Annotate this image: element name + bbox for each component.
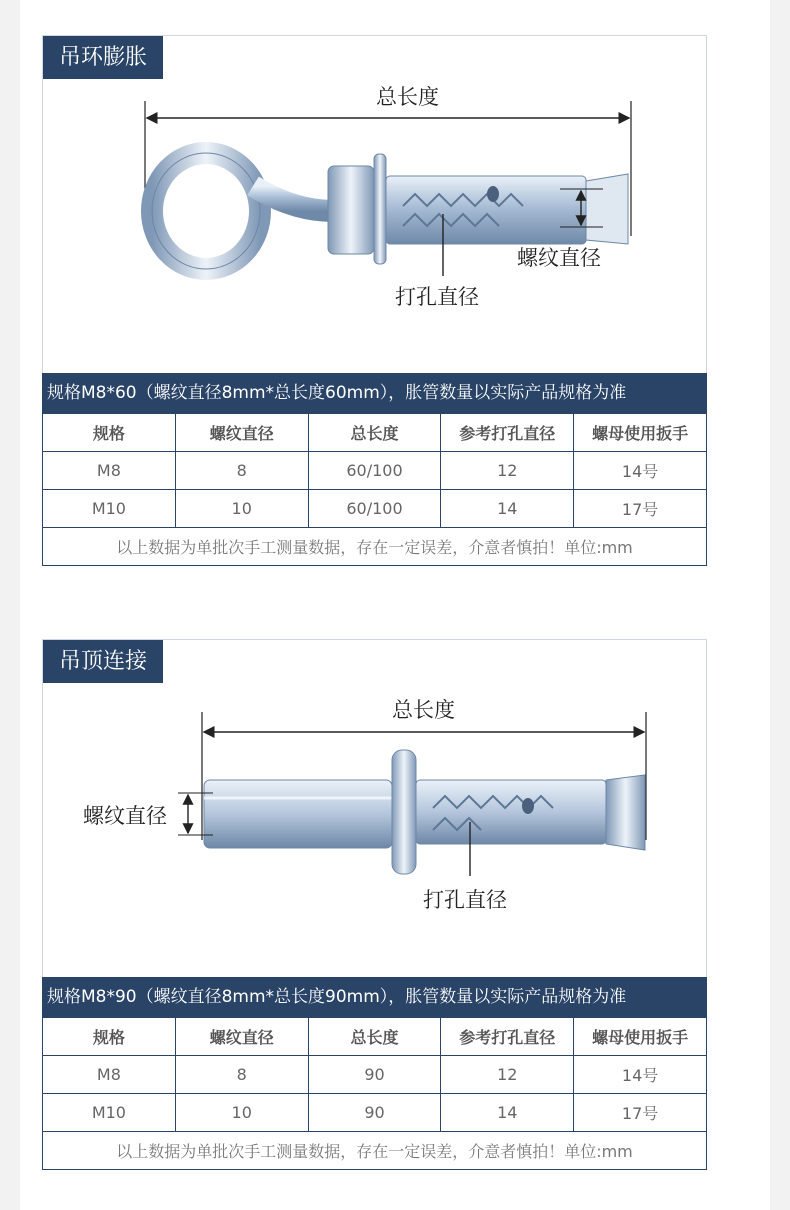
table-note: 以上数据为单批次手工测量数据，存在一定误差，介意者慎拍！单位:mm	[43, 1132, 707, 1170]
hex-nut	[328, 166, 374, 254]
table-cell: M10	[43, 1094, 176, 1132]
table-note: 以上数据为单批次手工测量数据，存在一定误差，介意者慎拍！单位:mm	[43, 528, 707, 566]
header-cell: 螺母使用扳手	[574, 1018, 707, 1056]
washer	[392, 750, 416, 874]
section-ceiling-anchor	[42, 639, 707, 1170]
table-row	[43, 1056, 707, 1094]
header-cell: 规格	[43, 414, 176, 452]
header-cell: 规格	[43, 1018, 176, 1056]
table-cell: 17号	[574, 1094, 707, 1132]
table-cell: 14号	[574, 452, 707, 490]
table-row	[43, 490, 707, 528]
table-cell: 10	[175, 490, 308, 528]
hole-diameter-label: 打孔直径	[395, 285, 479, 309]
header-cell: 参考打孔直径	[441, 1018, 574, 1056]
section-eye-anchor	[42, 35, 707, 566]
hole-diameter-label: 打孔直径	[423, 888, 507, 912]
header-cell: 总长度	[308, 1018, 441, 1056]
thread-diameter-label: 螺纹直径	[517, 246, 601, 270]
total-length-label: 总长度	[376, 85, 439, 109]
spec-table	[42, 413, 707, 566]
table-cell: 14号	[574, 1056, 707, 1094]
thread-diameter-label: 螺纹直径	[83, 804, 167, 828]
spec-bar: 规格M8*90（螺纹直径8mm*总长度90mm），胀管数量以实际产品规格为准	[42, 977, 707, 1017]
expansion-sleeve	[386, 176, 586, 244]
table-cell: 60/100	[308, 490, 441, 528]
product-figure	[42, 639, 707, 977]
header-cell: 螺纹直径	[175, 1018, 308, 1056]
table-cell: 12	[441, 1056, 574, 1094]
table-cell: M8	[43, 452, 176, 490]
table-cell: 8	[175, 1056, 308, 1094]
section-title: 吊环膨胀	[43, 36, 163, 79]
total-length-label: 总长度	[392, 698, 455, 722]
table-cell: 12	[441, 452, 574, 490]
spec-table	[42, 1017, 707, 1170]
table-header-row	[43, 1018, 707, 1056]
header-cell: 总长度	[308, 414, 441, 452]
table-cell: 90	[308, 1056, 441, 1094]
header-cell: 螺纹直径	[175, 414, 308, 452]
hex-coupling	[204, 780, 392, 848]
table-cell: 14	[441, 490, 574, 528]
table-cell: 8	[175, 452, 308, 490]
cone-tip	[586, 174, 628, 244]
cone-tip	[606, 775, 645, 850]
spec-bar: 规格M8*60（螺纹直径8mm*总长度60mm），胀管数量以实际产品规格为准	[42, 373, 707, 413]
section-title: 吊顶连接	[43, 640, 163, 683]
header-cell: 参考打孔直径	[441, 414, 574, 452]
table-cell: M8	[43, 1056, 176, 1094]
eye-bolt-illustration	[43, 36, 706, 373]
washer	[374, 154, 386, 264]
table-cell: 90	[308, 1094, 441, 1132]
table-row	[43, 452, 707, 490]
table-cell: 17号	[574, 490, 707, 528]
table-cell: M10	[43, 490, 176, 528]
table-note-row	[43, 528, 707, 566]
table-header-row	[43, 414, 707, 452]
product-figure	[42, 35, 707, 373]
table-note-row	[43, 1132, 707, 1170]
expansion-sleeve	[416, 780, 606, 844]
table-row	[43, 1094, 707, 1132]
table-cell: 14	[441, 1094, 574, 1132]
eye-ring	[152, 153, 260, 269]
table-cell: 60/100	[308, 452, 441, 490]
table-cell: 10	[175, 1094, 308, 1132]
header-cell: 螺母使用扳手	[574, 414, 707, 452]
